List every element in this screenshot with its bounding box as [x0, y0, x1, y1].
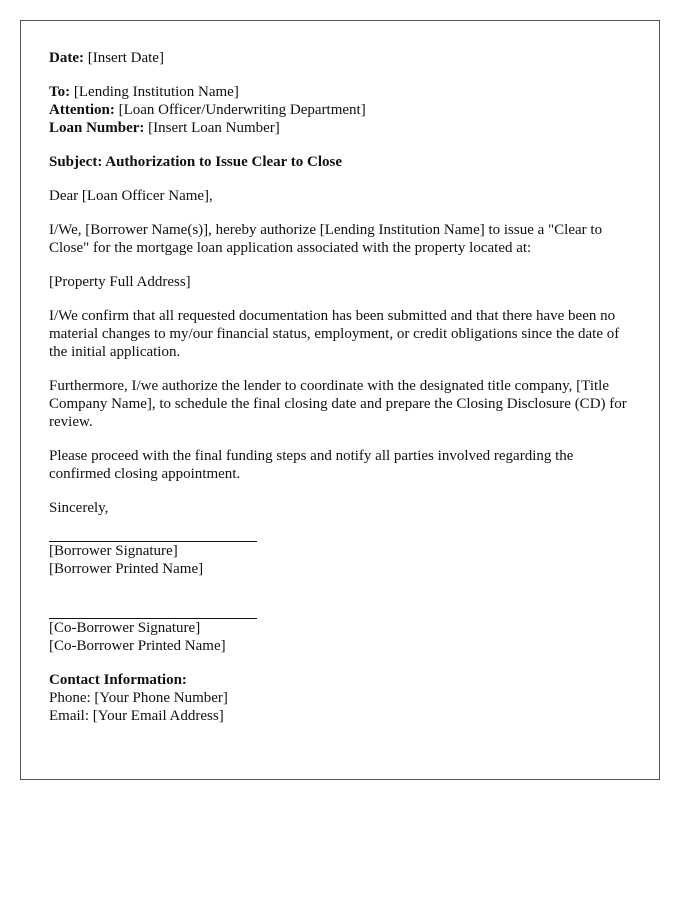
borrower-signature-label: [Borrower Signature]	[49, 543, 178, 559]
coborrower-signature-block	[49, 618, 631, 655]
coborrower-printed-name: [Co-Borrower Printed Name]	[49, 638, 226, 654]
signature-spacer	[49, 578, 631, 594]
subject-text: Subject: Authorization to Issue Clear to Close	[49, 154, 343, 170]
attention-value: [Loan Officer/Underwriting Department]	[118, 102, 366, 118]
contact-email: Email: [Your Email Address]	[49, 708, 224, 724]
subject-line	[49, 153, 631, 171]
borrower-printed-name: [Borrower Printed Name]	[49, 561, 204, 577]
body-paragraph-4: Please proceed with the final funding steps and notify all parties involved regarding the confirmed closing appointment.	[49, 448, 574, 482]
to-label: To:	[49, 84, 71, 100]
loan-number-label: Loan Number:	[49, 120, 145, 136]
body-paragraph-1: I/We, [Borrower Name(s)], hereby authorize [Lending Institution Name] to issue a "Clear to Close" for the mortgage loan application associated with the property located at:	[49, 222, 603, 256]
body-paragraph-3: Furthermore, I/we authorize the lender to coordinate with the designated title company, [Title Company Name], to schedule the final closing date and prepare the Closing Disclosure (CD) for review.	[49, 378, 627, 430]
attention-line	[49, 101, 631, 119]
coborrower-signature-label: [Co-Borrower Signature]	[49, 620, 201, 636]
property-address: [Property Full Address]	[49, 274, 191, 290]
letter-document	[20, 20, 660, 780]
body-paragraph-2: I/We confirm that all requested documentation has been submitted and that there have been no material changes to my/our financial status, employment, or credit obligations since the date of the initial application.	[49, 308, 620, 360]
contact-phone: Phone: [Your Phone Number]	[49, 690, 228, 706]
loan-number-value: [Insert Loan Number]	[148, 120, 280, 136]
recipient-block	[49, 83, 631, 137]
contact-information	[49, 671, 631, 725]
to-value: [Lending Institution Name]	[73, 84, 239, 100]
attention-label: Attention:	[49, 102, 115, 118]
closing: Sincerely,	[49, 500, 109, 516]
contact-heading: Contact Information:	[49, 672, 187, 688]
salutation: Dear [Loan Officer Name],	[49, 188, 213, 204]
date-line	[49, 49, 631, 67]
loan-number-line	[49, 119, 631, 137]
to-line	[49, 83, 631, 101]
borrower-signature-block	[49, 541, 631, 578]
date-value: [Insert Date]	[87, 50, 164, 66]
date-label: Date:	[49, 50, 84, 66]
